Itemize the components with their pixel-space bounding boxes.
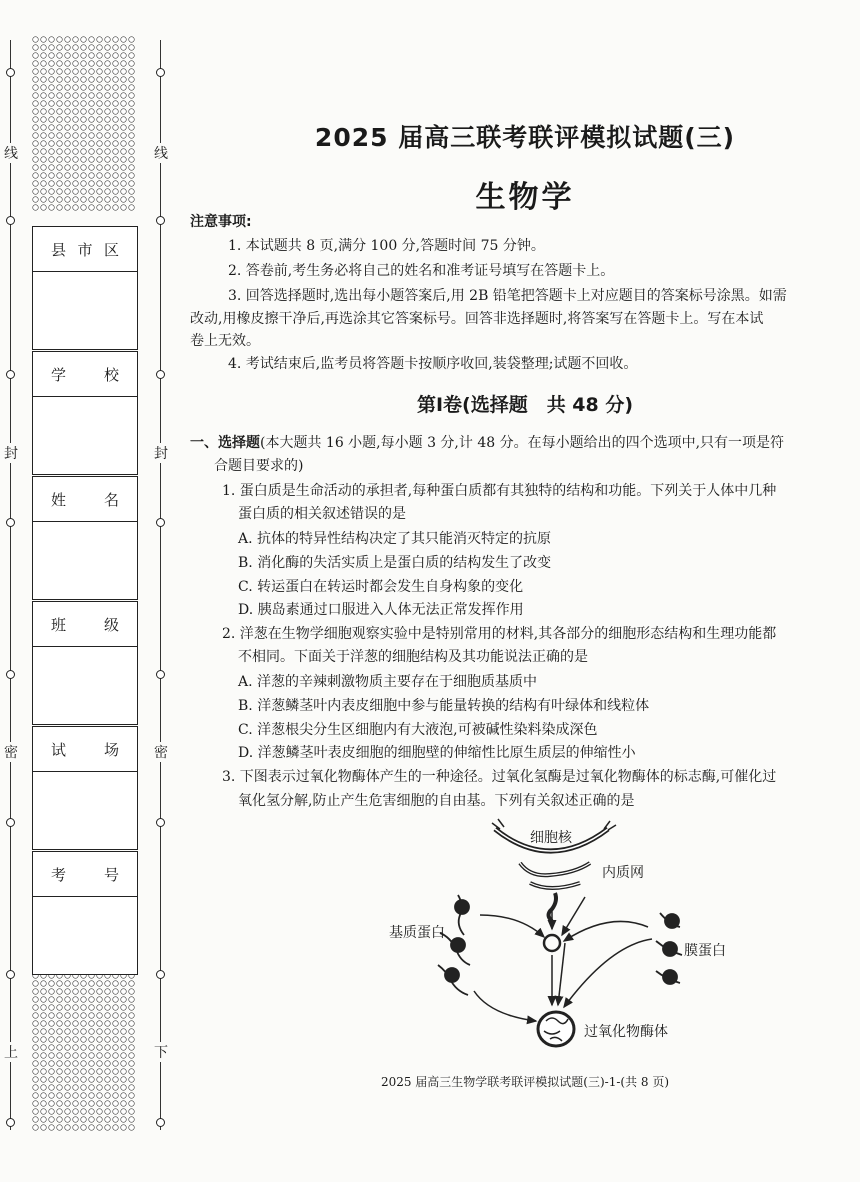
field-label-char: 区	[103, 240, 119, 259]
field-box-school[interactable]	[32, 351, 138, 475]
binding-line-right	[160, 40, 161, 1130]
field-box-county[interactable]	[32, 226, 138, 350]
field-label-char: 名	[103, 490, 119, 509]
question-stem-cont: 不相同。下面关于洋葱的细胞结构及其功能说法正确的是	[238, 649, 588, 665]
label-matrix-protein: 基质蛋白	[389, 925, 445, 941]
section-title: 第Ⅰ卷(选择题 共 48 分)	[416, 394, 634, 416]
page-footer: 2025 届高三生物学联考联评模拟试题(三)-1-(共 8 页)	[380, 1075, 670, 1089]
seal-dot-grid-bottom	[32, 956, 136, 1132]
field-box-number[interactable]	[32, 851, 138, 975]
field-label-char: 试	[51, 740, 67, 759]
option: A. 抗体的特异性结构决定了其只能消灭特定的抗原	[238, 531, 552, 547]
ring	[156, 370, 165, 379]
part1-desc: (本大题共 16 小题,每小题 3 分,计 48 分。在每小题给出的四个选项中,只有一项是符	[260, 435, 785, 451]
exam-title: 2025 届高三联考联评模拟试题(三)	[314, 123, 736, 152]
option: A. 洋葱的辛辣刺激物质主要存在于细胞质基质中	[238, 674, 538, 690]
membrane-protein-icon	[656, 913, 682, 984]
margin-label-mi-right: 密	[153, 742, 169, 762]
margin-label-xian-right: 线	[153, 143, 169, 163]
ring	[6, 216, 15, 225]
binding-line-left	[10, 40, 11, 1130]
notice-line: 3. 回答选择题时,选出每小题答案后,用 2B 铅笔把答题卡上对应题目的答案标号涂黑。如需	[228, 288, 787, 304]
label-peroxisome: 过氧化物酶体	[584, 1024, 668, 1040]
question-stem: 3. 下图表示过氧化物酶体产生的一种途径。过氧化氢酶是过氧化物酶体的标志酶,可催化过	[222, 769, 777, 785]
option: C. 洋葱根尖分生区细胞内有大液泡,可被碱性染料染成深色	[238, 722, 598, 738]
subject-title: 生物学	[475, 180, 575, 215]
notice-line: 2. 答卷前,考生务必将自己的姓名和准考证号填写在答题卡上。	[228, 263, 615, 279]
option: D. 胰岛素通过口服进入人体无法正常发挥作用	[238, 602, 524, 618]
field-label-char: 市	[77, 240, 93, 259]
question-stem-cont: 蛋白质的相关叙述错误的是	[238, 506, 406, 522]
option: D. 洋葱鳞茎叶表皮细胞的细胞壁的伸缩性比原生质层的伸缩性小	[238, 745, 636, 761]
field-label-char: 级	[103, 615, 119, 634]
ring	[6, 670, 15, 679]
ring	[156, 518, 165, 527]
margin-label-xian-left: 线	[3, 143, 19, 163]
ring	[156, 970, 165, 979]
field-label-name	[33, 477, 137, 522]
notice-line: 1. 本试题共 8 页,满分 100 分,答题时间 75 分钟。	[228, 238, 545, 254]
ring	[156, 670, 165, 679]
notice-heading: 注意事项:	[190, 214, 252, 230]
ring	[156, 68, 165, 77]
field-label-room	[33, 727, 137, 772]
field-label-county	[33, 227, 137, 272]
peroxisome-icon	[538, 1012, 574, 1046]
field-label-school	[33, 352, 137, 397]
matrix-protein-icon	[438, 895, 470, 995]
notice-line: 卷上无效。	[190, 333, 260, 349]
question-stem: 2. 洋葱在生物学细胞观察实验中是特别常用的材料,其各部分的细胞形态结构和生理功能都	[222, 626, 777, 642]
ring	[6, 68, 15, 77]
margin-label-shang: 上	[3, 1042, 19, 1062]
ring	[6, 970, 15, 979]
option: B. 洋葱鳞茎叶内表皮细胞中参与能量转换的结构有叶绿体和线粒体	[238, 698, 650, 714]
field-label-char: 班	[51, 615, 67, 634]
vesicle-icon	[544, 935, 560, 951]
part1-desc-cont: 合题目要求的)	[214, 458, 304, 474]
field-box-room[interactable]	[32, 726, 138, 850]
option: C. 转运蛋白在转运时都会发生自身构象的变化	[238, 579, 524, 595]
field-label-char: 学	[51, 365, 67, 384]
ring	[6, 818, 15, 827]
field-label-char: 号	[103, 865, 119, 884]
ring	[156, 1118, 165, 1127]
field-label-char: 校	[103, 365, 119, 384]
ring	[6, 1118, 15, 1127]
field-label-char: 考	[51, 865, 67, 884]
ring	[6, 370, 15, 379]
margin-label-feng-left: 封	[3, 443, 19, 463]
ring	[6, 518, 15, 527]
field-label-class	[33, 602, 137, 647]
question-stem-cont: 氧化氢分解,防止产生危害细胞的自由基。下列有关叙述正确的是	[238, 793, 635, 809]
label-er: 内质网	[602, 865, 644, 881]
margin-label-xia: 下	[153, 1042, 169, 1062]
field-label-char: 姓	[51, 490, 67, 509]
option: B. 消化酶的失活实质上是蛋白质的结构发生了改变	[238, 555, 552, 571]
part1-heading-line	[190, 433, 784, 453]
ring	[156, 216, 165, 225]
field-box-name[interactable]	[32, 476, 138, 600]
label-nucleus: 细胞核	[530, 830, 572, 846]
ring	[156, 818, 165, 827]
part1-heading: 一、选择题	[190, 435, 260, 451]
notice-line: 4. 考试结束后,监考员将答题卡按顺序收回,装袋整理;试题不回收。	[228, 356, 638, 372]
notice-line: 改动,用橡皮擦干净后,再选涂其它答案标号。回答非选择题时,将答案写在答题卡上。写在本试	[190, 311, 764, 327]
field-label-char: 县	[51, 240, 67, 259]
label-membrane-protein: 膜蛋白	[684, 943, 726, 959]
margin-label-feng-right: 封	[153, 443, 169, 463]
margin-label-mi-left: 密	[3, 742, 19, 762]
seal-dot-grid-top	[32, 36, 136, 212]
field-label-char: 场	[103, 740, 119, 759]
question-stem: 1. 蛋白质是生命活动的承担者,每种蛋白质都有其独特的结构和功能。下列关于人体中几种	[222, 483, 777, 499]
field-box-class[interactable]	[32, 601, 138, 725]
field-label-number	[33, 852, 137, 897]
